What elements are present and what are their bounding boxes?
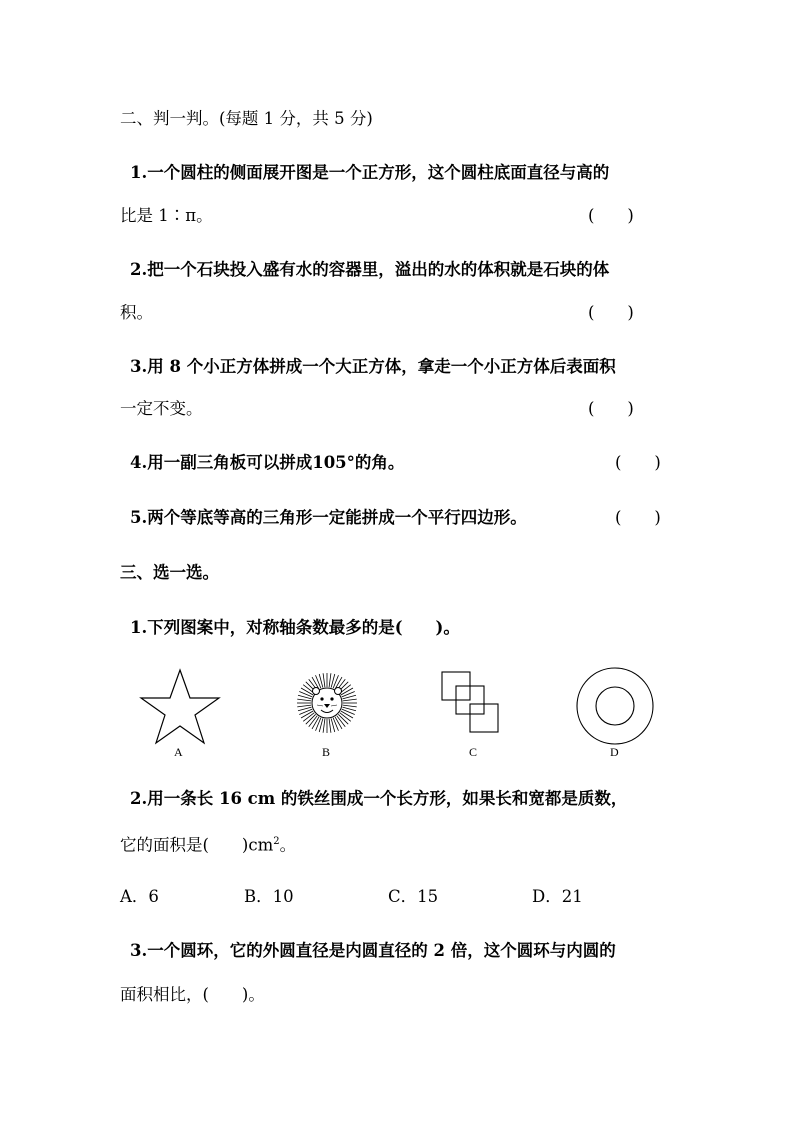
- question-1-answer-paren[interactable]: ( ): [588, 206, 634, 225]
- question-1-line1: 1.一个圆柱的侧面展开图是一个正方形，这个圆柱底面直径与高的: [130, 163, 610, 182]
- question-2-answer-paren[interactable]: ( ): [588, 303, 634, 322]
- star-figure: [135, 666, 225, 746]
- question-2-line1: 2.把一个石块投入盛有水的容器里，溢出的水的体积就是石块的体: [130, 260, 610, 279]
- question-3-answer-paren[interactable]: ( ): [588, 399, 634, 418]
- figure-label-b: B: [322, 745, 331, 759]
- question-5-line1: 5.两个等底等高的三角形一定能拼成一个平行四边形。: [130, 508, 527, 527]
- figure-label-d: D: [610, 745, 619, 759]
- question-4-answer-paren[interactable]: ( ): [615, 453, 661, 472]
- choice-2-option-c[interactable]: C．15: [388, 887, 439, 906]
- question-4-line1: 4.用一副三角板可以拼成105°的角。: [130, 453, 405, 472]
- choice-2-line1: 2.用一条长 16 cm 的铁丝围成一个长方形，如果长和宽都是质数，: [130, 789, 628, 808]
- section3-title: 三、选一选。: [120, 563, 219, 582]
- figure-label-c: C: [469, 745, 478, 759]
- overlapping-squares-figure: [440, 670, 504, 736]
- choice-2-line2-suffix: 。: [279, 835, 297, 855]
- sun-ray: [312, 717, 319, 729]
- section2-title: 二、判一判。(每题 1 分，共 5 分): [120, 109, 373, 128]
- sun-ray: [341, 711, 353, 718]
- choice-2-line2-prefix: 它的面积是( )cm: [120, 835, 274, 855]
- question-3-line1: 3.用 8 个小正方体拼成一个大正方体，拿走一个小正方体后表面积: [130, 357, 616, 376]
- choice-2-option-b[interactable]: B．10: [244, 887, 294, 906]
- choice-1-text: 1.下列图案中，对称轴条数最多的是( )。: [130, 618, 460, 637]
- sun-ray: [343, 699, 357, 701]
- choice-2-option-a[interactable]: A．6: [120, 887, 159, 906]
- question-3-line2: 一定不变。: [120, 399, 203, 418]
- sun-ray: [329, 719, 331, 733]
- choice-2-line2: [120, 831, 296, 857]
- figure-label-a: A: [174, 745, 183, 759]
- sun-ray: [343, 705, 357, 707]
- sun-ray: [301, 688, 313, 695]
- question-5-answer-paren[interactable]: ( ): [615, 508, 661, 527]
- ring-figure: [575, 666, 655, 746]
- sun-ray: [297, 705, 311, 707]
- choice-3-line2: 面积相比，( )。: [120, 985, 265, 1004]
- question-1-line2: 比是 1∶π。: [120, 206, 213, 225]
- sun-ray: [329, 673, 331, 687]
- question-2-line2: 积。: [120, 303, 153, 322]
- choice-3-line1: 3.一个圆环，它的外圆直径是内圆直径的 2 倍，这个圆环与内圆的: [130, 941, 616, 960]
- sun-ray: [323, 719, 325, 733]
- sun-ray: [323, 673, 325, 687]
- sun-ray: [297, 699, 311, 701]
- sun-ray: [301, 711, 313, 718]
- lion-sun-figure: [295, 671, 359, 735]
- choice-2-option-d[interactable]: D．21: [532, 887, 583, 906]
- sun-ray: [335, 717, 342, 729]
- choice-2-exponent: 2: [273, 836, 280, 847]
- sun-ray: [341, 688, 353, 695]
